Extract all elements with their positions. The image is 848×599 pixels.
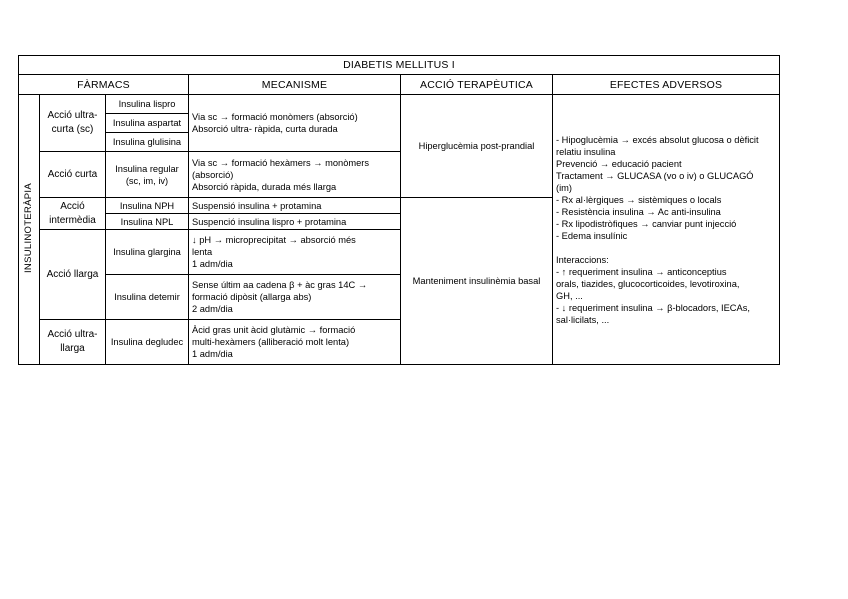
header-accio-terapeutica: ACCIÓ TERAPÈUTICA [401,75,553,95]
drug-npl: Insulina NPL [106,214,189,230]
header-efectes-adversos: EFECTES ADVERSOS [553,75,780,95]
header-mecanisme: MECANISME [189,75,401,95]
header-farmacs: FÀRMACS [19,75,189,95]
action-basal: Manteniment insulinèmia basal [401,198,553,365]
diabetes-table [18,55,780,365]
mechanism-detemir: Sense últim aa cadena β + àc gras 14C → formació dipòsit (allarga abs) 2 adm/dia [189,275,401,320]
mechanism-glargina: ↓ pH → microprecipitat → absorció més lenta 1 adm/dia [189,230,401,275]
drug-glulisina: Insulina glulisina [106,133,189,152]
group-intermedia: Acció intermèdia [40,198,106,230]
adverse-effects: - Hipoglucèmia → excés absolut glucosa o dèficit relatiu insulina Prevenció → educació pacient Tractament → GLUCASA (vo o iv) o GLUCAGÓ (im) - Rx al·lèrgiques → sistèmiques o locals - Resistència insulina → Ac anti-insulina - Rx lipodistròfiques → canviar punt injecció - Edema insulínic Interaccions: - ↑ requeriment insulina → anticonceptius orals, tiazides, glucocorticoides, levotiroxina, GH, ... - ↓ requeriment insulina → β-blocadors, IECAs, sal·licilats, ... [553,95,780,365]
group-ultra-llarga: Acció ultra- llarga [40,320,106,365]
drug-aspartat: Insulina aspartat [106,114,189,133]
group-curta: Acció curta [40,152,106,198]
group-ultra-curta: Acció ultra- curta (sc) [40,95,106,152]
mechanism-degludec: Àcid gras unit àcid glutàmic → formació multi-hexàmers (alliberació molt lenta) 1 adm/dia [189,320,401,365]
drug-lispro: Insulina lispro [106,95,189,114]
action-prandial: Hiperglucèmia post-prandial [401,95,553,198]
mechanism-npl: Suspenció insulina lispro + protamina [189,214,401,230]
category-label: INSULINOTERÀPIA [23,182,34,274]
drug-nph: Insulina NPH [106,198,189,214]
drug-glargina: Insulina glargina [106,230,189,275]
drug-regular: Insulina regular (sc, im, iv) [106,152,189,198]
drug-degludec: Insulina degludec [106,320,189,365]
group-llarga: Acció llarga [40,230,106,320]
category-cell [19,95,40,365]
mechanism-nph: Suspensió insulina + protamina [189,198,401,214]
drug-detemir: Insulina detemir [106,275,189,320]
table-title: DIABETIS MELLITUS I [19,56,780,75]
mechanism-curta: Via sc → formació hexàmers → monòmers (absorció) Absorció ràpida, durada més llarga [189,152,401,198]
mechanism-ultra-curta: Via sc → formació monòmers (absorció) Absorció ultra- ràpida, curta durada [189,95,401,152]
